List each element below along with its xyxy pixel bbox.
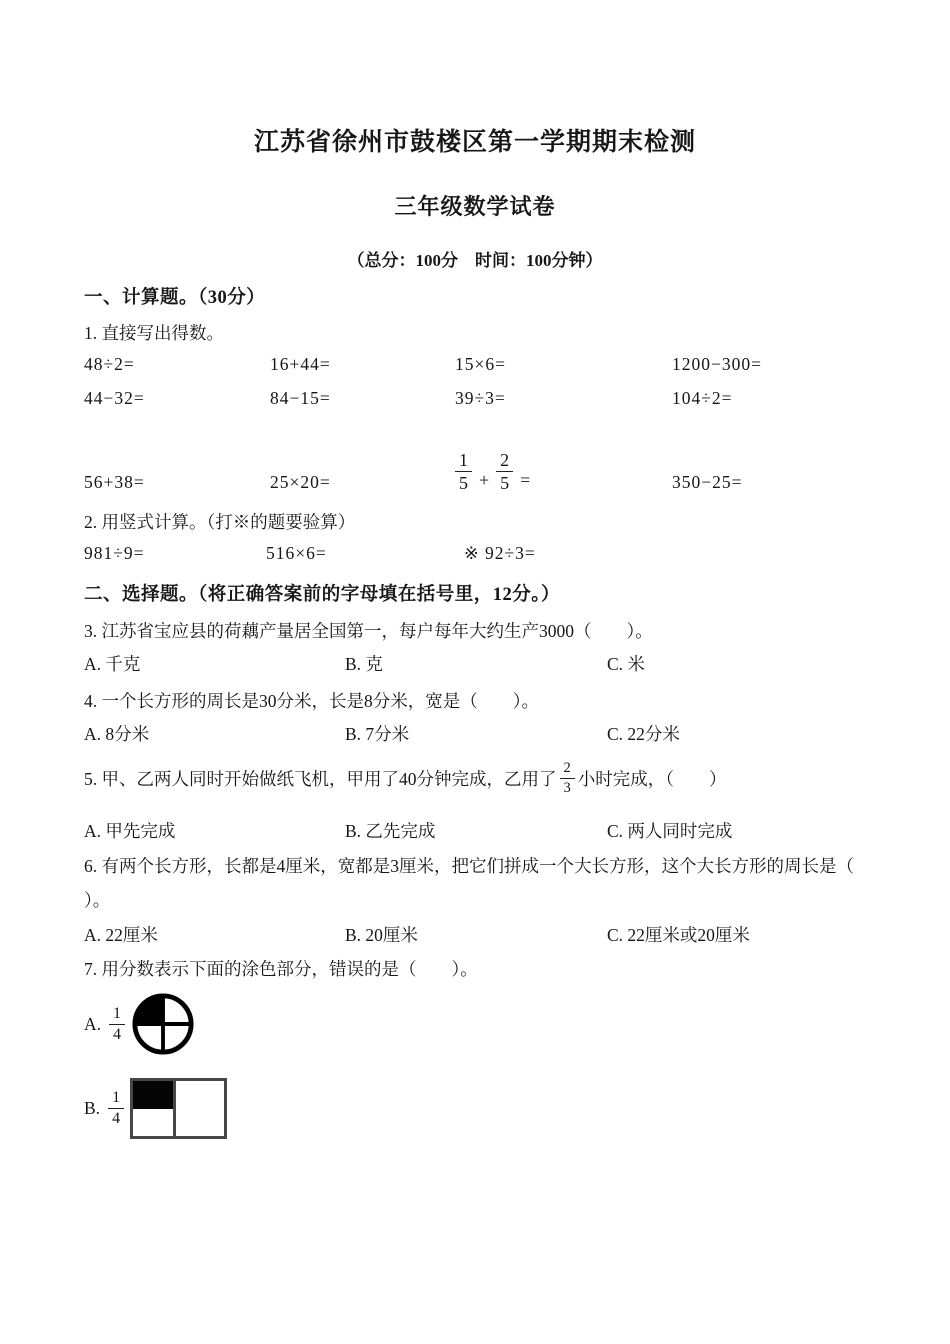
q7-option-b <box>84 1077 227 1139</box>
calc-item: 350−25= <box>672 472 743 492</box>
q6-text-line-1: 6. 有两个长方形，长都是4厘米，宽都是3厘米，把它们拼成一个大长方形，这个大长方形的周长是（ <box>84 856 854 876</box>
q4-text: 4. 一个长方形的周长是30分米，长是8分米，宽是（ ）。 <box>84 691 539 711</box>
q6-text-line-2: ）。 <box>84 890 111 910</box>
page-subtitle: 三年级数学试卷 <box>394 194 556 219</box>
page-title: 江苏省徐州市鼓楼区第一学期期末检测 <box>253 129 696 156</box>
option-a: A. 22厘米 <box>84 925 158 945</box>
equals-operator: = <box>520 470 531 490</box>
calc-item: 48÷2= <box>84 354 135 374</box>
option-c: C. 米 <box>607 654 645 674</box>
calc-item: 16+44= <box>270 354 331 374</box>
option-a: A. 8分米 <box>84 724 150 744</box>
q3-options <box>84 651 894 676</box>
fraction-sum-expression <box>455 450 672 493</box>
q7-text: 7. 用分数表示下面的涂色部分，错误的是（ ）。 <box>84 959 478 979</box>
option-a: A. 甲先完成 <box>84 821 176 841</box>
q5-text: 5. 甲、乙两人同时开始做纸飞机，甲用了40分钟完成，乙用了 $\frac{2}{3}$ 小时完成，（ ） <box>84 760 727 796</box>
q7-option-b-label: B. <box>84 1097 101 1118</box>
fraction-two-fifths: $\frac{2}{5}$ <box>496 450 513 493</box>
calc-item: 104÷2= <box>672 388 733 408</box>
score-time-line: （总分：100分 时间：100分钟） <box>347 251 603 270</box>
option-c: C. 22厘米或20厘米 <box>607 925 750 945</box>
q5-options <box>84 818 894 843</box>
section-1-heading: 一、计算题。（30分） <box>84 288 266 308</box>
section-2-heading: 二、选择题。（将正确答案前的字母填在括号里，12分。） <box>84 585 561 605</box>
q6-options <box>84 922 894 947</box>
quarter-shaded-circle-figure <box>131 992 195 1056</box>
fraction-one-fifth: $\frac{1}{5}$ <box>455 450 472 493</box>
q1-row-3 <box>84 433 894 493</box>
rectangle-left-half <box>133 1081 176 1136</box>
q1-row-2 <box>84 388 894 409</box>
fraction-one-fourth: $\frac{1}{4}$ <box>109 1005 125 1044</box>
q4-options <box>84 721 894 746</box>
option-b: B. 7分米 <box>345 724 410 744</box>
q2-row <box>84 543 894 564</box>
calc-item: 56+38= <box>84 472 145 492</box>
calc-item: 1200−300= <box>672 354 762 374</box>
unshaded-cell <box>133 1109 173 1135</box>
q2-label: 2. 用竖式计算。（打※的题要验算） <box>84 512 356 532</box>
calc-item: 25×20= <box>270 472 331 492</box>
q7-option-a-label: A. <box>84 1013 102 1034</box>
q1-label: 1. 直接写出得数。 <box>84 323 224 343</box>
option-b: B. 20厘米 <box>345 925 418 945</box>
fraction-one-fourth: $\frac{1}{4}$ <box>108 1089 124 1128</box>
quarter-shaded-rectangle-figure <box>130 1078 227 1139</box>
plus-operator: + <box>479 470 490 490</box>
option-b: B. 乙先完成 <box>345 821 436 841</box>
calc-item: 15×6= <box>455 354 506 374</box>
option-b: B. 克 <box>345 654 383 674</box>
calc-item: 981÷9= <box>84 543 145 563</box>
option-a: A. 千克 <box>84 654 141 674</box>
calc-item-check: ※ 92÷3= <box>464 543 536 563</box>
calc-item: 44−32= <box>84 388 145 408</box>
fraction-two-thirds: $\frac{2}{3}$ <box>560 760 575 795</box>
option-c: C. 两人同时完成 <box>607 821 733 841</box>
shaded-cell <box>133 1081 173 1110</box>
unshaded-cell <box>176 1081 224 1136</box>
option-c: C. 22分米 <box>607 724 680 744</box>
q1-row-1 <box>84 354 894 375</box>
q7-option-a <box>84 992 195 1056</box>
q3-text: 3. 江苏省宝应县的荷藕产量居全国第一，每户每年大约生产3000（ ）。 <box>84 621 653 641</box>
calc-item: 39÷3= <box>455 388 506 408</box>
calc-item: 84−15= <box>270 388 331 408</box>
calc-item: 516×6= <box>266 543 327 563</box>
